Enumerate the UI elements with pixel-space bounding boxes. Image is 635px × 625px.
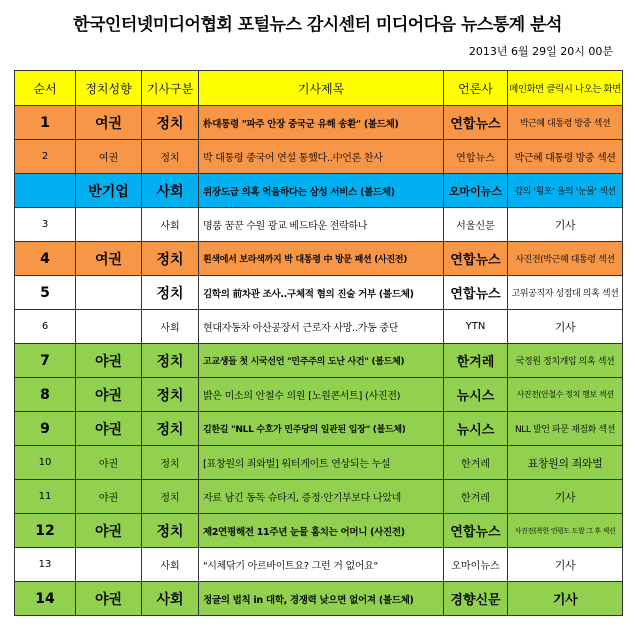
row-press: YTN	[444, 310, 508, 344]
row-note: 국정원 정치개입 의혹 섹션	[508, 344, 623, 378]
row-article-title[interactable]: 김학의 前차관 조사..구체적 혐의 진술 거부 (볼드체)	[199, 276, 444, 310]
row-politics: 야권	[76, 480, 142, 514]
row-article-title[interactable]: 박 대통령 중국어 연설 통했다..中언론 찬사	[199, 140, 444, 174]
table-row	[15, 548, 623, 582]
row-category: 정치	[142, 412, 199, 446]
row-politics: 반기업	[76, 174, 142, 208]
row-note: 기사	[508, 480, 623, 514]
header-num: 순서	[15, 71, 76, 106]
row-politics: 야권	[76, 344, 142, 378]
row-num: 12	[15, 514, 76, 548]
row-category: 사회	[142, 582, 199, 616]
table-row	[15, 412, 623, 446]
table-row	[15, 514, 623, 548]
table-row	[15, 344, 623, 378]
row-press: 연합뉴스	[444, 514, 508, 548]
row-article-title[interactable]: 고교생들 첫 시국선언 "민주주의 도난 사건" (볼드체)	[199, 344, 444, 378]
row-num: 7	[15, 344, 76, 378]
row-press: 오마이뉴스	[444, 548, 508, 582]
row-num: 9	[15, 412, 76, 446]
row-press: 경향신문	[444, 582, 508, 616]
row-politics	[76, 276, 142, 310]
row-politics: 야권	[76, 514, 142, 548]
row-politics: 여권	[76, 242, 142, 276]
table-row	[15, 174, 623, 208]
row-article-title[interactable]: 김한길 "NLL 수호가 민주당의 일관된 입장" (볼드체)	[199, 412, 444, 446]
row-category: 정치	[142, 344, 199, 378]
row-num: 3	[15, 208, 76, 242]
row-press: 연합뉴스	[444, 242, 508, 276]
row-article-title[interactable]: 현대자동차 아산공장서 근로자 사망..가동 중단	[199, 310, 444, 344]
row-num: 13	[15, 548, 76, 582]
table-row	[15, 106, 623, 140]
row-note: 기사	[508, 582, 623, 616]
table-row	[15, 140, 623, 174]
row-politics	[76, 310, 142, 344]
table-row	[15, 310, 623, 344]
row-category: 정치	[142, 514, 199, 548]
row-note: 사진전(북한 연평도 도발 그 후 섹션	[508, 514, 623, 548]
header-press: 언론사	[444, 71, 508, 106]
page-title: 한국인터넷미디어협회 포털뉴스 감시센터 미디어다음 뉴스통계 분석	[73, 15, 562, 35]
row-note: 박근혜 대통령 방중 섹션	[508, 106, 623, 140]
row-press: 오마이뉴스	[444, 174, 508, 208]
header-note: 메인화면 클릭시 나오는 화면	[508, 71, 623, 106]
header-article: 기사제목	[199, 71, 444, 106]
row-press: 한겨레	[444, 446, 508, 480]
row-note: 박근혜 대통령 방중 섹션	[508, 140, 623, 174]
row-article-title[interactable]: 제2연평해전 11주년 눈물 훔치는 어머니 (사진전)	[199, 514, 444, 548]
table-row	[15, 208, 623, 242]
row-politics	[76, 548, 142, 582]
row-note: 고위공직자 성접대 의혹 섹션	[508, 276, 623, 310]
row-category: 정치	[142, 446, 199, 480]
row-num: 4	[15, 242, 76, 276]
row-num: 2	[15, 140, 76, 174]
row-article-title[interactable]: 자료 남긴 동독 슈타지, 증정·안기부보다 나았네	[199, 480, 444, 514]
row-article-title[interactable]: 명품 꿈꾼 수원 광교 베드타운 전락하나	[199, 208, 444, 242]
row-press: 뉴시스	[444, 378, 508, 412]
table-row	[15, 378, 623, 412]
row-category: 정치	[142, 140, 199, 174]
table-row	[15, 276, 623, 310]
header-category: 기사구분	[142, 71, 199, 106]
row-category: 사회	[142, 310, 199, 344]
news-stats-table	[14, 70, 623, 616]
header-politics: 정치성향	[76, 71, 142, 106]
table-row	[15, 582, 623, 616]
row-article-title[interactable]: 朴대통령 "파주 안장 중국군 유해 송환" (볼드체)	[199, 106, 444, 140]
timestamp: 2013년 6월 29일 20시 00분	[468, 45, 613, 58]
row-press: 서울신문	[444, 208, 508, 242]
row-press: 한겨레	[444, 480, 508, 514]
row-category: 사회	[142, 208, 199, 242]
row-press: 뉴시스	[444, 412, 508, 446]
row-num: 5	[15, 276, 76, 310]
row-num: 1	[15, 106, 76, 140]
row-article-title[interactable]: "시체닦기 아르바이트요? 그런 거 없어요"	[199, 548, 444, 582]
table-row	[15, 446, 623, 480]
row-num: 6	[15, 310, 76, 344]
row-note: 기사	[508, 548, 623, 582]
row-category: 정치	[142, 276, 199, 310]
row-category: 정치	[142, 480, 199, 514]
row-article-title[interactable]: 정글의 법칙 in 대학, 경쟁력 낮으면 없어져 (볼드체)	[199, 582, 444, 616]
row-press: 연합뉴스	[444, 106, 508, 140]
row-num: 10	[15, 446, 76, 480]
row-note: 표창원의 죄와벌	[508, 446, 623, 480]
row-politics: 야권	[76, 412, 142, 446]
row-num: 14	[15, 582, 76, 616]
row-num: 8	[15, 378, 76, 412]
row-article-title[interactable]: 흰색에서 보라색까지 박 대통령 中 방문 패션 (사진전)	[199, 242, 444, 276]
row-num: 11	[15, 480, 76, 514]
row-note: 갑의 '횡포' 을의 '눈물' 섹션	[508, 174, 623, 208]
table-row	[15, 480, 623, 514]
row-article-title[interactable]: 위장도급 의혹 억울하다는 삼성 서비스 (볼드체)	[199, 174, 444, 208]
row-note: 사진전(안철수 정치 행보 섹션	[508, 378, 623, 412]
row-politics: 야권	[76, 582, 142, 616]
row-politics: 야권	[76, 446, 142, 480]
row-politics: 여권	[76, 106, 142, 140]
table-header-row	[15, 71, 623, 106]
row-press: 한겨레	[444, 344, 508, 378]
row-note: 기사	[508, 208, 623, 242]
row-article-title[interactable]: 밝은 미소의 안철수 의원 [노원콘서트] (사진전)	[199, 378, 444, 412]
row-politics: 야권	[76, 378, 142, 412]
row-category: 정치	[142, 242, 199, 276]
row-category: 사회	[142, 548, 199, 582]
row-num	[15, 174, 76, 208]
row-press: 연합뉴스	[444, 276, 508, 310]
row-article-title[interactable]: [표창원의 죄와벌] 워터게이트 연상되는 누설	[199, 446, 444, 480]
row-press: 연합뉴스	[444, 140, 508, 174]
table-row	[15, 242, 623, 276]
row-note: NLL 발언 파문 재점화 섹션	[508, 412, 623, 446]
row-category: 사회	[142, 174, 199, 208]
row-note: 기사	[508, 310, 623, 344]
row-note: 사진전(박근혜 대통령 섹션	[508, 242, 623, 276]
row-politics	[76, 208, 142, 242]
row-category: 정치	[142, 106, 199, 140]
row-category: 정치	[142, 378, 199, 412]
row-politics: 여권	[76, 140, 142, 174]
